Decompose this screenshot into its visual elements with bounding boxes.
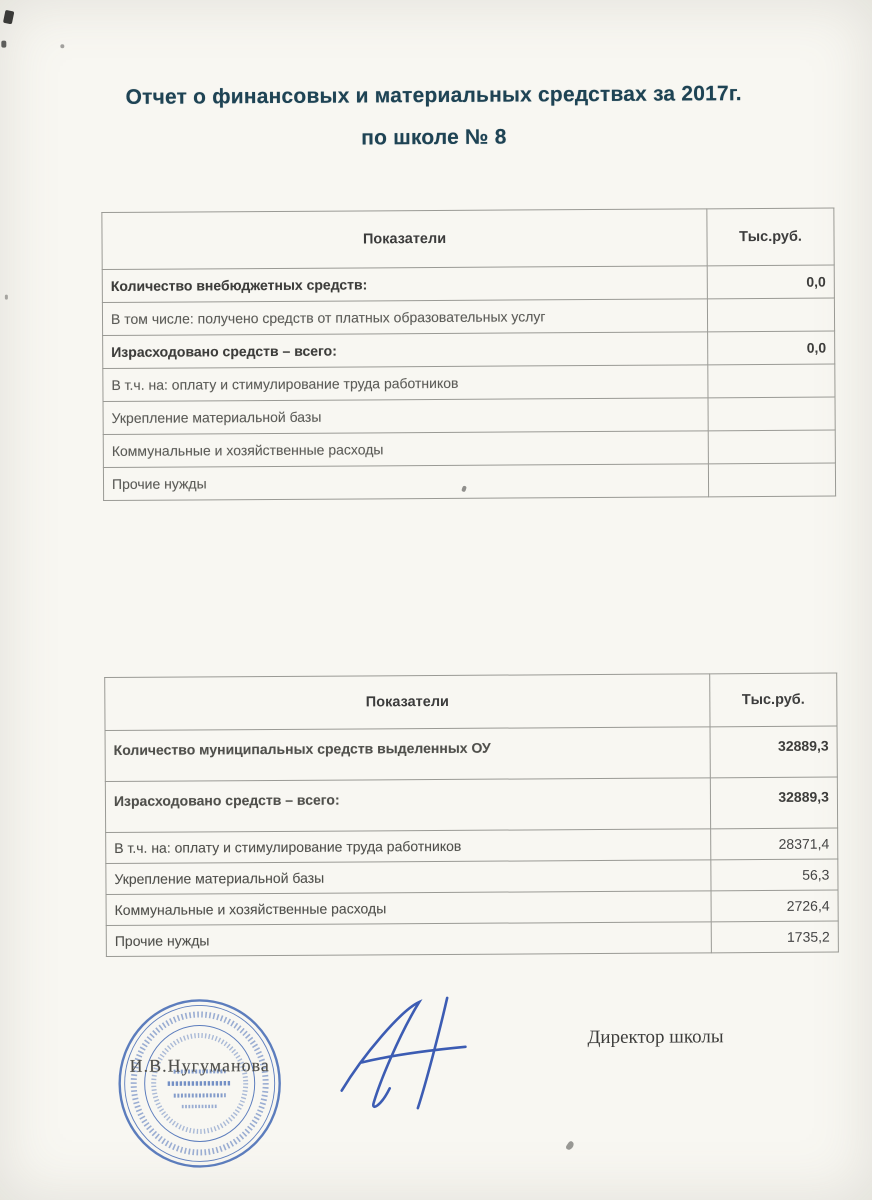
document-title-line2: по школе № 8 — [361, 125, 507, 150]
scan-artifact — [1, 41, 6, 48]
scan-artifact — [5, 295, 8, 300]
scan-artifact — [3, 10, 14, 25]
table1-header-indicators: Показатели — [102, 209, 707, 270]
row-label: Израсходовано средств – всего: — [103, 332, 708, 369]
row-label: В т.ч. на: оплату и стимулирование труда работников — [106, 829, 711, 864]
table-header-row — [105, 673, 837, 730]
table-row — [106, 921, 838, 956]
table-row — [106, 859, 838, 894]
row-label: Укрепление материальной базы — [106, 860, 711, 895]
row-value — [708, 397, 835, 431]
table2-header-units: Тыс.руб. — [710, 673, 837, 727]
table-row — [103, 430, 835, 467]
scan-artifact — [60, 44, 64, 48]
director-signature-icon — [323, 992, 474, 1113]
row-value: 0,0 — [707, 265, 834, 299]
school-stamp-icon — [115, 993, 284, 1170]
table-row — [103, 397, 835, 434]
row-label: Коммунальные и хозяйственные расходы — [103, 431, 708, 468]
table-row — [106, 828, 838, 863]
table2-header-indicators: Показатели — [105, 674, 710, 731]
document-title-line1: Отчет о финансовых и материальных средствах за 2017г. — [125, 82, 742, 109]
row-label: В том числе: получено средств от платных образовательных услуг — [102, 299, 707, 336]
table-row — [105, 726, 837, 781]
row-label: Прочие нужды — [106, 922, 711, 957]
row-label: Укрепление материальной базы — [103, 398, 708, 435]
document-title — [0, 81, 870, 152]
row-value — [708, 364, 835, 398]
row-value — [707, 298, 834, 332]
row-value: 56,3 — [711, 859, 838, 891]
row-value: 32889,3 — [710, 777, 837, 829]
director-name-label: И.В.Нугуманова — [129, 1055, 270, 1076]
table-row — [102, 298, 834, 335]
row-value: 32889,3 — [710, 726, 837, 778]
table-row — [105, 777, 837, 832]
municipal-funds-table — [104, 673, 839, 957]
row-value: 2726,4 — [711, 890, 838, 922]
table-row — [103, 364, 835, 401]
row-value: 1735,2 — [711, 921, 838, 953]
row-value — [708, 463, 835, 497]
row-label: Коммунальные и хозяйственные расходы — [106, 891, 711, 926]
row-value — [708, 430, 835, 464]
table-header-row — [102, 208, 834, 269]
row-label: В т.ч. на: оплату и стимулирование труда работников — [103, 365, 708, 402]
table-row — [102, 265, 834, 302]
table-row — [103, 463, 835, 500]
table1-header-units: Тыс.руб. — [707, 208, 834, 266]
extrabudgetary-funds-table — [101, 208, 836, 501]
table-row — [106, 890, 838, 925]
row-value: 28371,4 — [711, 828, 838, 860]
table-row — [103, 331, 835, 368]
director-title-label: Директор школы — [587, 1026, 724, 1049]
scan-artifact — [565, 1140, 575, 1151]
row-value: 0,0 — [708, 331, 835, 365]
row-label: Израсходовано средств – всего: — [105, 778, 710, 833]
row-label: Количество внебюджетных средств: — [102, 266, 707, 303]
row-label: Количество муниципальных средств выделенных ОУ — [105, 727, 710, 782]
row-label: Прочие нужды — [103, 464, 708, 501]
